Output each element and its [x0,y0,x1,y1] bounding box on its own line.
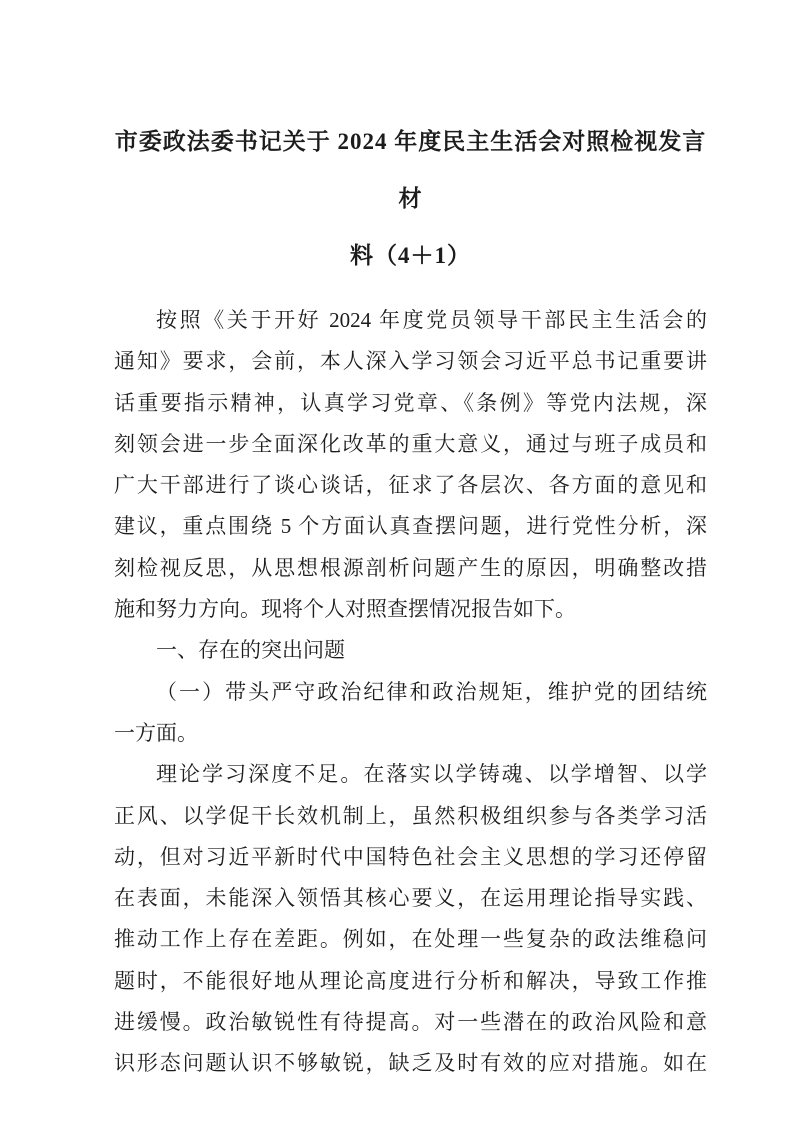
text-line: 通知》要求，会前，本人深入学习领会习近平总书记重要讲 [114,349,707,374]
text-line: 题时，不能很好地从理论高度进行分析和解决，导致工作推 [114,968,707,993]
text-line: 动，但对习近平新时代中国特色社会主义思想的学习还停留 [114,844,707,869]
text-line: 识形态问题认识不够敏锐，缺乏及时有效的应对措施。如在 [114,1051,707,1076]
document-body [114,300,707,1085]
text-line: 建议，重点围绕 5 个方面认真查摆问题，进行党性分析，深 [114,514,707,539]
text-line: 刻领会进一步全面深化改革的重大意义，通过与班子成员和 [114,431,707,456]
document-title-line-2: 料（4＋1） [350,243,471,268]
paragraph-intro [114,300,707,630]
paragraph-subsection-heading [114,672,707,755]
section-heading: 一、存在的突出问题 [156,638,345,663]
document-title-line-1: 市委政法委书记关于 2024 年度民主生活会对照检视发言材 [114,129,707,211]
text-line: （一）带头严守政治纪律和政治规矩，维护党的团结统 [156,679,707,704]
text-line: 施和努力方向。现将个人对照查摆情况报告如下。 [114,597,576,622]
text-line: 广大干部进行了谈心谈话，征求了各层次、各方面的意见和 [114,473,707,498]
text-line: 刻检视反思，从思想根源剖析问题产生的原因，明确整改措 [114,555,707,580]
text-line: 话重要指示精神，认真学习党章、《条例》等党内法规，深 [114,390,707,415]
text-line: 进缓慢。政治敏锐性有待提高。对一些潜在的政治风险和意 [114,1010,707,1035]
text-line: 一方面。 [114,720,198,745]
paragraph-theory-study [114,754,707,1084]
text-line: 正风、以学促干长效机制上，虽然积极组织参与各类学习活 [114,803,707,828]
text-line: 按照《关于开好 2024 年度党员领导干部民主生活会的 [156,308,707,332]
text-line: 推动工作上存在差距。例如，在处理一些复杂的政法维稳问 [114,927,707,952]
text-line: 在表面，未能深入领悟其核心要义，在运用理论指导实践、 [114,886,707,911]
text-line: 理论学习深度不足。在落实以学铸魂、以学增智、以学 [156,762,707,787]
document-title [114,113,707,284]
